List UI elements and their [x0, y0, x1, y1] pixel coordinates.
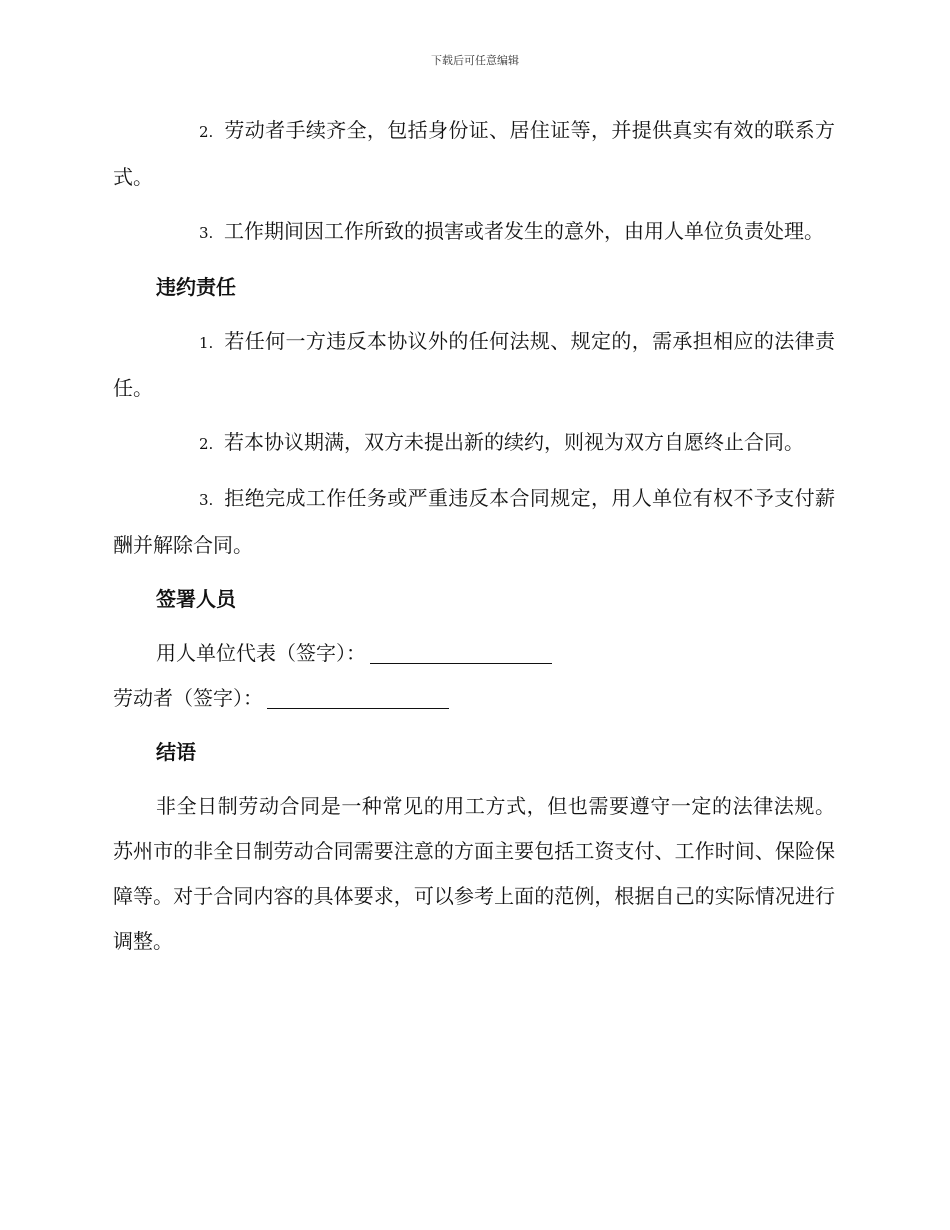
section-heading-breach: 违约责任	[156, 275, 236, 299]
item-number: 1.	[199, 334, 214, 352]
item-number: 2.	[199, 123, 214, 141]
worker-signature-field[interactable]	[267, 688, 449, 709]
item-number: 3.	[199, 491, 214, 509]
list-item	[113, 209, 835, 256]
section-heading-conclusion: 结语	[156, 740, 196, 764]
list-item	[113, 420, 835, 467]
item-text: 若任何一方违反本协议外的任何法规、规定的，需承担相应的法律责任。	[113, 329, 835, 400]
page-header-note: 下载后可任意编辑	[431, 54, 519, 67]
item-number: 3.	[199, 224, 214, 242]
worker-signature-label: 劳动者（签字）：	[113, 686, 263, 710]
list-item	[113, 476, 835, 568]
signature-block	[113, 631, 835, 721]
employer-signature-line	[113, 631, 835, 676]
item-number: 2.	[199, 435, 214, 453]
employer-signature-field[interactable]	[370, 643, 552, 664]
list-item	[113, 108, 835, 200]
employer-signature-label: 用人单位代表（签字）：	[156, 641, 366, 665]
conclusion-paragraph: 非全日制劳动合同是一种常见的用工方式，但也需要遵守一定的法律法规。苏州市的非全日制劳动合同需要注意的方面主要包括工资支付、工作时间、保险保障等。对于合同内容的具体要求，可以参考上面的范例，根据自己的实际情况进行调整。	[113, 794, 835, 953]
section-heading-signatories: 签署人员	[156, 587, 236, 611]
item-text: 若本协议期满，双方未提出新的续约，则视为双方自愿终止合同。	[224, 430, 804, 454]
document-body	[113, 108, 835, 973]
item-text: 拒绝完成工作任务或严重违反本合同规定，用人单位有权不予支付薪酬并解除合同。	[113, 486, 835, 557]
list-item	[113, 319, 835, 411]
item-text: 工作期间因工作所致的损害或者发生的意外，由用人单位负责处理。	[224, 219, 824, 243]
item-text: 劳动者手续齐全，包括身份证、居住证等，并提供真实有效的联系方式。	[113, 118, 835, 189]
worker-signature-line	[113, 676, 835, 721]
